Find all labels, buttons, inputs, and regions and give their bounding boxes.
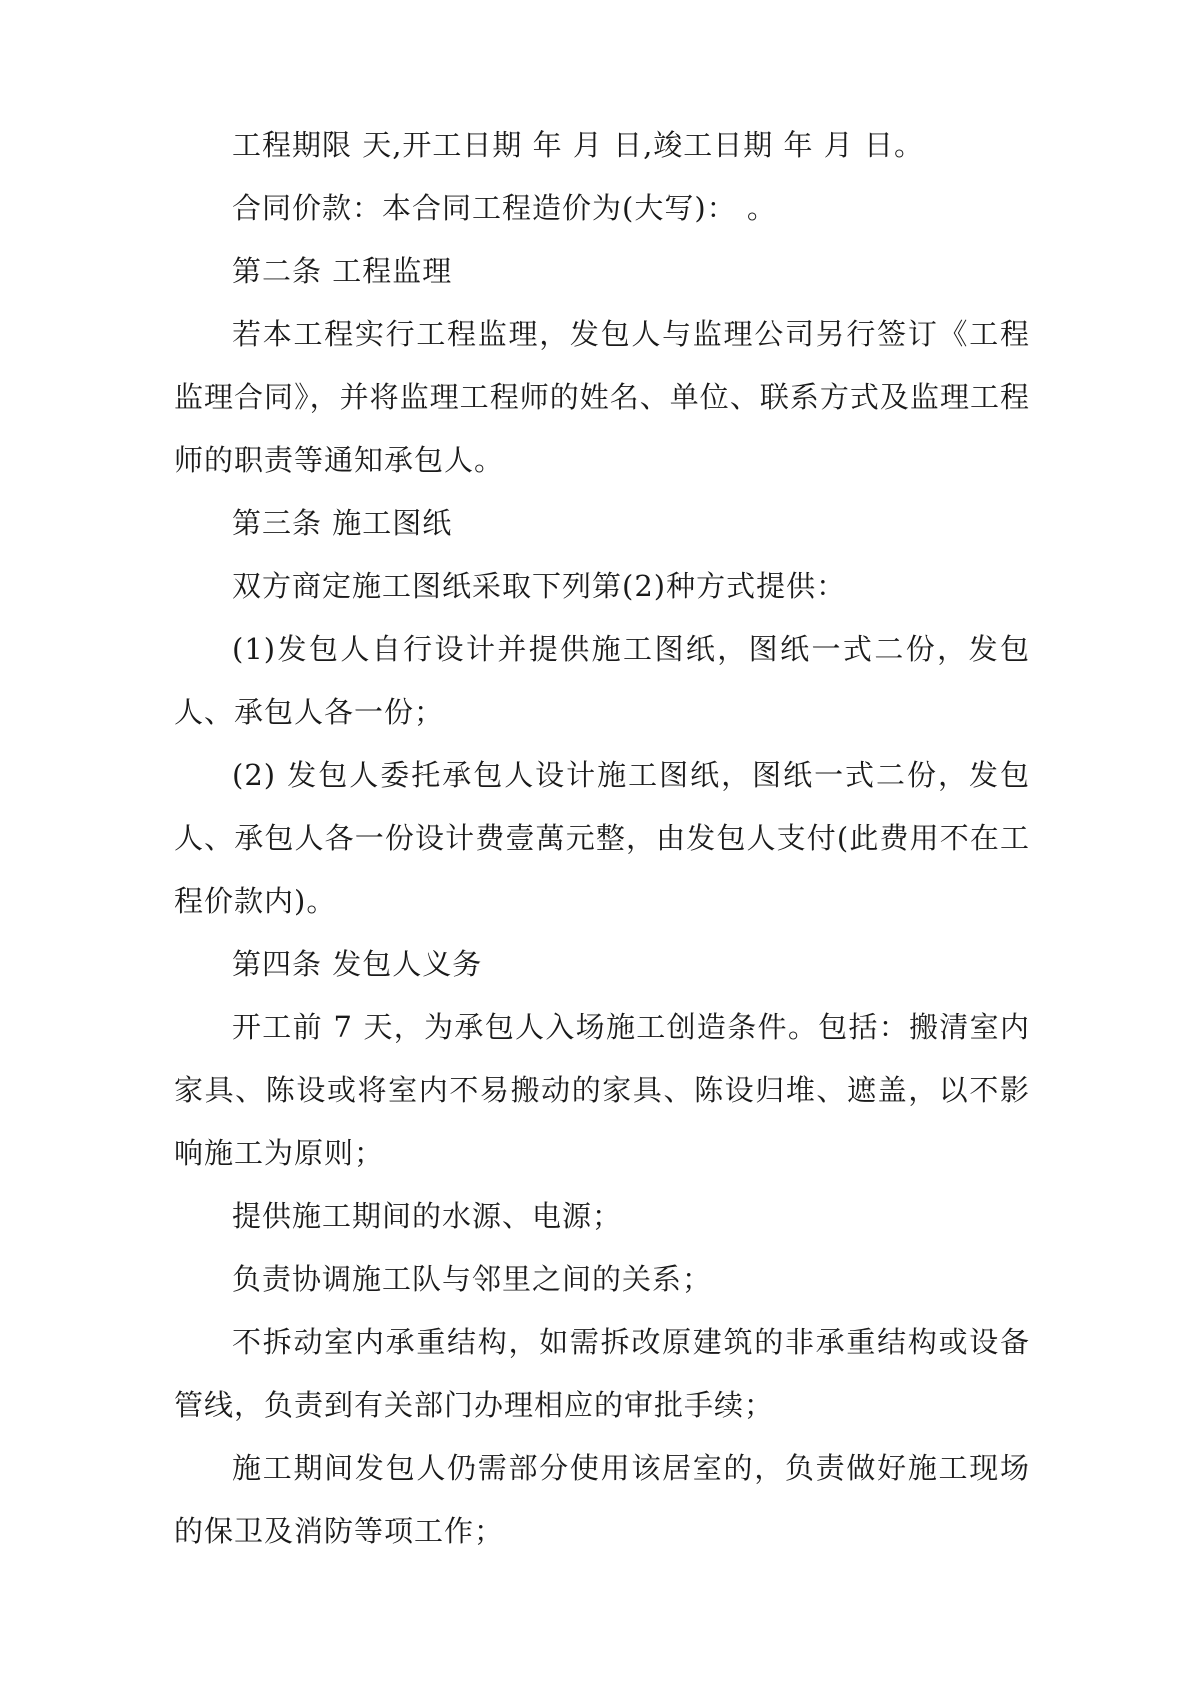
paragraph-construction-period: 工程期限 天,开工日期 年 月 日,竣工日期 年 月 日。 (232, 128, 924, 162)
heading-article-4: 第四条 发包人义务 (232, 947, 483, 981)
heading-article-3: 第三条 施工图纸 (232, 506, 453, 540)
paragraph-supervision: 若本工程实行工程监理，发包人与监理公司另行签订《工程监理合同》，并将监理工程师的姓名、单位、联系方式及监理工程师的职责等通知承包人。 (174, 317, 1030, 477)
paragraph-drawings-method: 双方商定施工图纸采取下列第(2)种方式提供： (232, 569, 847, 603)
paragraph-drawings-option-2: (2) 发包人委托承包人设计施工图纸，图纸一式二份，发包人、承包人各一份设计费壹萬元整，由发包人支付(此费用不在工程价款内)。 (174, 758, 1030, 918)
paragraph-neighbor-coordination: 负责协调施工队与邻里之间的关系； (232, 1262, 713, 1296)
paragraph-drawings-option-1: (1)发包人自行设计并提供施工图纸，图纸一式二份，发包人、承包人各一份； (174, 632, 1030, 729)
paragraph-water-power: 提供施工期间的水源、电源； (232, 1199, 623, 1233)
paragraph-contract-price: 合同价款：本合同工程造价为(大写)： 。 (232, 191, 777, 225)
document-body (174, 114, 1030, 1563)
paragraph-structure-approval: 不拆动室内承重结构，如需拆改原建筑的非承重结构或设备管线，负责到有关部门办理相应的审批手续； (174, 1325, 1030, 1422)
heading-article-2: 第二条 工程监理 (232, 254, 453, 288)
paragraph-site-security: 施工期间发包人仍需部分使用该居室的，负责做好施工现场的保卫及消防等项工作； (174, 1451, 1030, 1548)
paragraph-prep-before-start: 开工前 7 天，为承包人入场施工创造条件。包括：搬清室内家具、陈设或将室内不易搬动的家具、陈设归堆、遮盖，以不影响施工为原则； (174, 1010, 1030, 1170)
